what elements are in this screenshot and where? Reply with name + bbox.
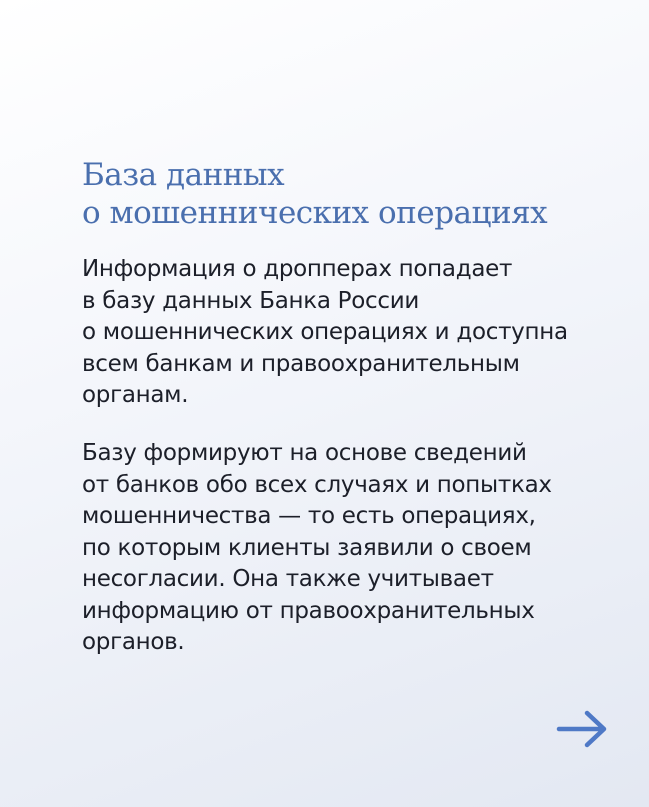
paragraph-droppers-info bbox=[82, 254, 622, 412]
paragraph-line: органов. bbox=[82, 629, 185, 655]
paragraph-database-sources bbox=[82, 438, 622, 659]
paragraph-line: в базу данных Банка России bbox=[82, 287, 419, 314]
title-line: о мошеннических операциях bbox=[82, 195, 548, 231]
title-line: База данных bbox=[82, 157, 285, 193]
next-slide-button[interactable] bbox=[556, 709, 610, 749]
page-title bbox=[82, 156, 622, 232]
paragraph-line: органам. bbox=[82, 382, 189, 408]
paragraph-line: всем банкам и правоохранительным bbox=[82, 350, 520, 377]
paragraph-line: несогласии. Она также учитывает bbox=[82, 566, 494, 592]
paragraph-line: информацию от правоохранительных bbox=[82, 597, 535, 624]
paragraph-line: по которым клиенты заявили о своем bbox=[82, 534, 532, 561]
paragraph-line: о мошеннических операциях и доступна bbox=[82, 319, 568, 345]
paragraph-line: мошенничества — то есть операциях, bbox=[82, 503, 536, 529]
paragraph-line: от банков обо всех случаях и попытках bbox=[82, 471, 552, 498]
arrow-right-icon bbox=[556, 709, 610, 749]
paragraph-line: Базу формируют на основе сведений bbox=[82, 440, 527, 466]
paragraph-line: Информация о дропперах попадает bbox=[82, 256, 513, 282]
